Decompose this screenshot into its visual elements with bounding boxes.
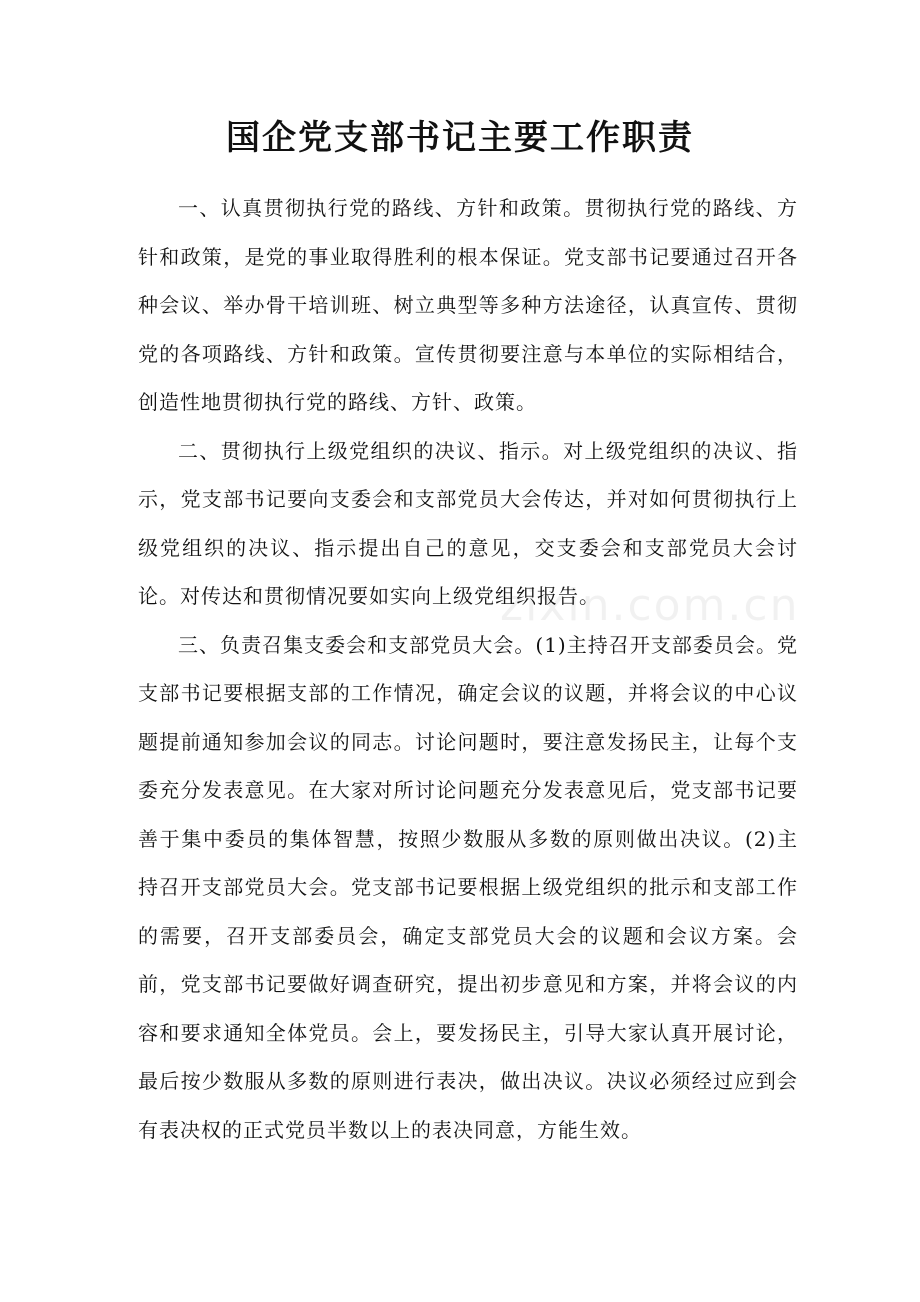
document-title: 国企党支部书记主要工作职责 bbox=[226, 118, 694, 158]
paragraph-3: 三、负责召集支委会和支部党员大会。(1)主持召开支部委员会。党支部书记要根据支部的工作情况，确定会议的议题，并将会议的中心议题提前通知参加会议的同志。讨论问题时，要注意发扬民主，让每个支委充分发表意见。在大家对所讨论问题充分发表意见后，党支部书记要善于集中委员的集体智慧，按照少数服从多数的原则做出决议。(2)主持召开支部党员大会。党支部书记要根据上级党组织的批示和支部工作的需要，召开支部委员会，确定支部党员大会的议题和会议方案。会前，党支部书记要做好调查研究，提出初步意见和方案，并将会议的内容和要求通知全体党员。会上，要发扬民主，引导大家认真开展讨论，最后按少数服从多数的原则进行表决，做出决议。决议必须经过应到会有表决权的正式党员半数以上的表决同意，方能生效。 bbox=[138, 632, 798, 1142]
document-body bbox=[138, 184, 798, 1154]
watermark: zixin.com.cn bbox=[500, 580, 800, 631]
paragraph-1: 一、认真贯彻执行党的路线、方针和政策。贯彻执行党的路线、方针和政策，是党的事业取得胜利的根本保证。党支部书记要通过召开各种会议、举办骨干培训班、树立典型等多种方法途径，认真宣传、贯彻党的各项路线、方针和政策。宣传贯彻要注意与本单位的实际相结合，创造性地贯彻执行党的路线、方针、政策。 bbox=[138, 196, 798, 414]
paragraph-2: 二、贯彻执行上级党组织的决议、指示。对上级党组织的决议、指示，党支部书记要向支委会和支部党员大会传达，并对如何贯彻执行上级党组织的决议、指示提出自己的意见，交支委会和支部党员大会讨论。对传达和贯彻情况要如实向上级党组织报告。 bbox=[138, 438, 798, 608]
